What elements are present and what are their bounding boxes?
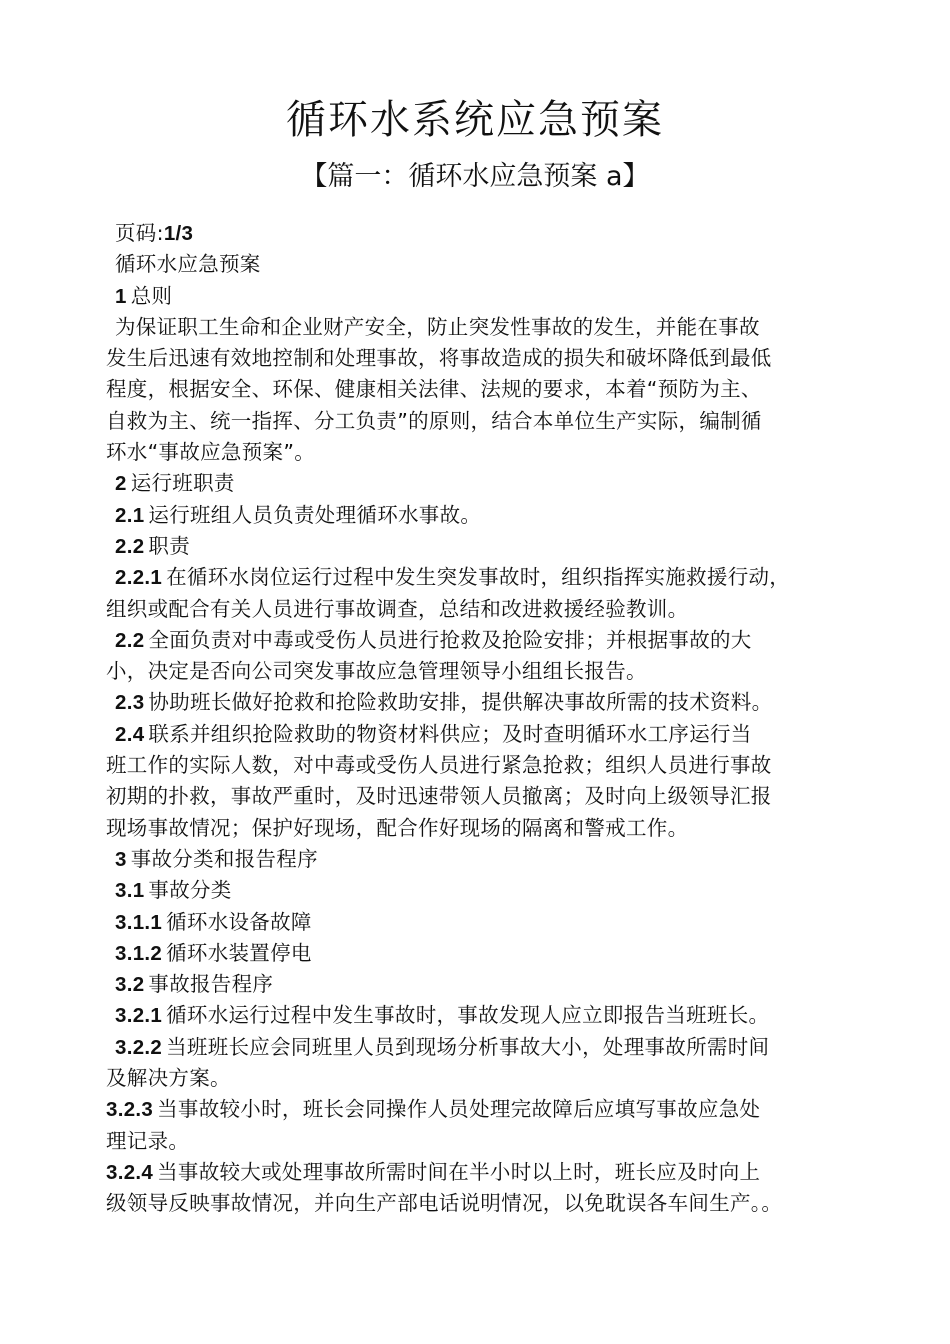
section-heading: 循环水应急预案 [115, 252, 261, 277]
text-line [106, 1126, 866, 1157]
line-text: 循环水设备故障 [166, 909, 312, 934]
text-line [106, 875, 866, 906]
line-text: 当事故较小时，班长会同操作人员处理完故障后应填写事故应急处 [157, 1097, 761, 1122]
clause-number: 2.2 [115, 628, 145, 652]
text-line [106, 500, 866, 531]
clause-number: 3.2.3 [106, 1098, 154, 1122]
line-text: 发生后迅速有效地控制和处理事故，将事故造成的损失和破坏降低到最低 [106, 346, 772, 371]
line-text: 循环水运行过程中发生事故时，事故发现人应立即报告当班班长。 [166, 1003, 770, 1028]
text-line [106, 343, 866, 374]
line-text: 联系并组织抢险救助的物资材料供应；及时查明循环水工序运行当 [148, 721, 752, 746]
page-number-line [106, 218, 866, 249]
line-text: 运行班组人员负责处理循环水事故。 [148, 502, 482, 527]
text-line [106, 281, 866, 312]
line-text: 现场事故情况；保护好现场，配合作好现场的隔离和警戒工作。 [106, 815, 689, 840]
text-line [106, 907, 866, 938]
clause-number: 2 [115, 472, 127, 496]
clause-number: 3.2.2 [115, 1035, 163, 1059]
line-text: 为保证职工生命和企业财产安全，防止突发性事故的发生，并能在事故 [115, 314, 760, 339]
clause-number: 3 [115, 847, 127, 871]
text-line [106, 1188, 866, 1219]
clause-number: 3.1 [115, 879, 145, 903]
document-body [106, 218, 866, 1220]
line-text: 当事故较大或处理事故所需时间在半小时以上时，班长应及时向上 [157, 1159, 761, 1184]
line-text: 理记录。 [106, 1128, 190, 1153]
text-line [106, 594, 866, 625]
text-line [106, 312, 866, 343]
line-text: 事故分类 [148, 878, 232, 903]
document-title: 循环水系统应急预案 [286, 97, 664, 143]
text-line [106, 468, 866, 499]
clause-number: 3.1.1 [115, 910, 163, 934]
clause-number: 3.1.2 [115, 941, 163, 965]
clause-number: 2.2 [115, 534, 145, 558]
text-line [106, 406, 866, 437]
text-line [106, 750, 866, 781]
line-text: 全面负责对中毒或受伤人员进行抢救及抢险安排；并根据事故的大 [148, 627, 752, 652]
line-text: 程度，根据安全、环保、健康相关法律、法规的要求，本着“预防为主、 [106, 377, 762, 402]
text-line [106, 1094, 866, 1125]
text-line [106, 531, 866, 562]
line-text: 初期的扑救，事故严重时，及时迅速带领人员撤离；及时向上级领导汇报 [106, 784, 772, 809]
text-line [106, 969, 866, 1000]
text-line [106, 813, 866, 844]
text-line [106, 374, 866, 405]
line-text: 及解决方案。 [106, 1066, 231, 1091]
clause-number: 3.2.4 [106, 1160, 154, 1184]
line-text: 自救为主、统一指挥、分工负责”的原则，结合本单位生产实际，编制循 [106, 408, 762, 433]
clause-number: 3.2 [115, 973, 145, 997]
text-line [106, 437, 866, 468]
document-subtitle: 【篇一：循环水应急预案 a】 [300, 161, 650, 192]
line-text: 总则 [130, 283, 173, 308]
paragraph-lines [106, 281, 866, 1220]
clause-number: 2.4 [115, 722, 145, 746]
clause-number: 2.2.1 [115, 566, 163, 590]
text-line [106, 938, 866, 969]
line-text: 级领导反映事故情况，并向生产部电话说明情况，以免耽误各车间生产。。 [106, 1191, 783, 1216]
text-line [106, 625, 866, 656]
clause-number: 1 [115, 284, 127, 308]
line-text: 环水“事故应急预案”。 [106, 440, 316, 465]
line-text: 职责 [148, 533, 191, 558]
line-text: 小，决定是否向公司突发事故应急管理领导小组组长报告。 [106, 659, 647, 684]
text-line [106, 1000, 866, 1031]
line-text: 运行班职责 [130, 471, 235, 496]
text-line [106, 656, 866, 687]
clause-number: 3.2.1 [115, 1004, 163, 1028]
text-line [106, 719, 866, 750]
clause-number: 2.3 [115, 691, 145, 715]
text-line [106, 1032, 866, 1063]
text-line [106, 562, 866, 593]
line-text: 在循环水岗位运行过程中发生突发事故时，组织指挥实施救援行动， [166, 565, 791, 590]
page-number-label: 页码: [115, 221, 164, 245]
text-line [106, 1157, 866, 1188]
page-number-value: 1/3 [163, 222, 194, 245]
text-line [106, 1063, 866, 1094]
clause-number: 2.1 [115, 503, 145, 527]
line-text: 协助班长做好抢救和抢险救助安排，提供解决事故所需的技术资料。 [148, 690, 773, 715]
line-text: 事故分类和报告程序 [130, 846, 318, 871]
text-line [106, 844, 866, 875]
text-line [106, 687, 866, 718]
line-text: 循环水装置停电 [166, 940, 312, 965]
text-line [106, 781, 866, 812]
line-text: 当班班长应会同班里人员到现场分析事故大小，处理事故所需时间 [166, 1034, 770, 1059]
line-text: 事故报告程序 [148, 972, 274, 997]
line-text: 组织或配合有关人员进行事故调查，总结和改进救援经验教训。 [106, 596, 689, 621]
line-text: 班工作的实际人数，对中毒或受伤人员进行紧急抢救；组织人员进行事故 [106, 753, 772, 778]
